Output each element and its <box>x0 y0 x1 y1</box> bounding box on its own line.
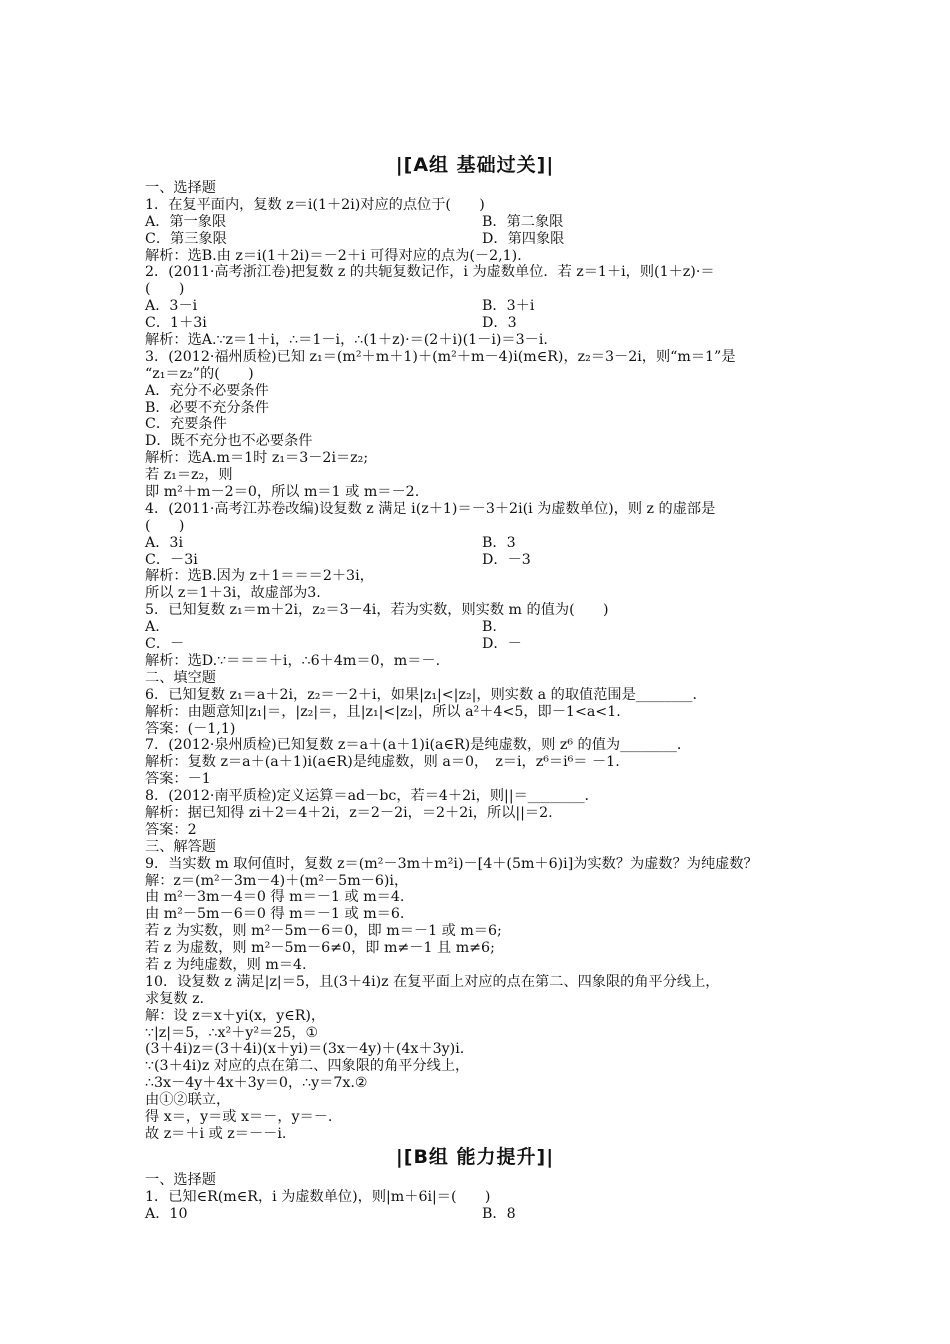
text-line: 10．设复数 z 满足|z|＝5，且(3＋4i)z 在复平面上对应的点在第二、四象限的角平分线上， <box>145 973 720 990</box>
text-line <box>145 1206 825 1223</box>
text-line <box>145 619 825 636</box>
text-line: D．既不充分也不必要条件 <box>145 433 313 450</box>
option-cell: B．8 <box>482 1205 516 1222</box>
text-line: 8．(2012·南平质检)定义运算＝ad－bc，若＝4＋2i，则||＝________． <box>145 788 599 805</box>
text-line: 若 z 为纯虚数，则 m＝4. <box>145 956 307 973</box>
text-line: “z₁＝z₂”的( ) <box>145 365 254 382</box>
text-line: 一、选择题 <box>145 180 216 196</box>
text-line: 解析：选D.∵＝＝＝＋i，∴6＋4m＝0，m＝－. <box>145 652 441 669</box>
text-line: 二、填空题 <box>145 669 216 686</box>
text-line: ∴3x－4y＋4x＋3y＝0，∴y＝7x.② <box>145 1075 368 1092</box>
text-line: 求复数 z. <box>145 990 205 1007</box>
text-line: 解：z＝(m²－3m－4)＋(m²－5m－6)i， <box>145 872 409 889</box>
text-line: 7．(2012·泉州质检)已知复数 z＝a＋(a＋1)i(a∈R)是纯虚数，则 z⁶ 的值为________． <box>145 737 692 754</box>
option-cell: C．－ <box>145 636 185 653</box>
text-line: ( ) <box>145 517 185 534</box>
option-cell: B. <box>482 619 497 636</box>
text-line: 5．已知复数 z₁＝m＋2i，z₂＝3－4i，若为实数，则实数 m 的值为( ) <box>145 602 609 619</box>
text-line: 即 m²＋m－2＝0，所以 m＝1 或 m＝－2. <box>145 484 420 501</box>
text-line <box>145 298 825 315</box>
option-cell: C．－3i <box>145 551 198 568</box>
option-cell: A．10 <box>145 1205 188 1222</box>
text-line: 由 m²－5m－6＝0 得 m＝－1 或 m＝6. <box>145 906 405 923</box>
section-b-body <box>145 1172 825 1223</box>
text-line: 3．(2012·福州质检)已知 z₁＝(m²＋m＋1)＋(m²＋m－4)i(m∈R)，z₂＝3－2i，则“m＝1”是 <box>145 348 736 365</box>
text-line: 答案：(－1,1) <box>145 720 236 737</box>
text-line: 解：设 z＝x＋yi(x，y∈R)， <box>145 1007 326 1024</box>
section-a-body <box>145 180 825 1143</box>
option-cell: A．3i <box>145 534 183 551</box>
text-line <box>145 315 825 332</box>
text-line: 得 x＝，y＝或 x＝－，y＝－. <box>145 1108 333 1125</box>
text-line: 6．已知复数 z₁＝a＋2i，z₂＝－2＋i，如果|z₁|<|z₂|，则实数 a 的取值范围是________． <box>145 686 707 703</box>
text-line: 解析：选B.由 z＝i(1＋2i)＝－2＋i 可得对应的点为(－2,1)． <box>145 247 532 264</box>
text-line: 答案：2 <box>145 821 197 838</box>
text-line: 答案：－1 <box>145 771 211 788</box>
text-line: (3＋4i)z＝(3＋4i)(x＋yi)＝(3x－4y)＋(4x＋3y)i. <box>145 1041 465 1058</box>
text-line: 解析：由题意知|z₁|＝，|z₂|＝，且|z₁|<|z₂|，所以 a²＋4<5，即－1<a<1. <box>145 703 621 720</box>
text-line: 解析：选B.因为 z＋1＝＝＝2＋3i， <box>145 568 374 585</box>
option-cell: B．3 <box>482 534 516 551</box>
text-line: A．充分不必要条件 <box>145 382 269 399</box>
text-line: 一、选择题 <box>145 1172 216 1188</box>
option-cell: D．第四象限 <box>482 230 565 247</box>
text-line: 1．已知∈R(m∈R，i 为虚数单位)，则|m＋6i|＝( ) <box>145 1188 491 1205</box>
text-line: 所以 z＝1＋3i，故虚部为3. <box>145 585 321 602</box>
text-line <box>145 535 825 552</box>
option-cell: B．第二象限 <box>482 213 564 230</box>
text-line: 解析：据已知得 zi＋2＝4＋2i，z＝2－2i，＝2＋2i，所以||＝2. <box>145 804 553 821</box>
text-line: 解析：选A.∵z＝1＋i，∴＝1－i，∴(1＋z)·＝(2＋i)(1－i)＝3－i. <box>145 332 548 349</box>
text-line: 解析：复数 z＝a＋(a＋1)i(a∈R)是纯虚数，则 a＝0， z＝i，z⁶＝i⁶＝ －1. <box>145 754 620 771</box>
text-line: 4．(2011·高考江苏卷改编)设复数 z 满足 i(z＋1)＝－3＋2i(i 为虚数单位)，则 z 的虚部是 <box>145 500 716 517</box>
option-cell: C．第三象限 <box>145 230 227 247</box>
section-b-title: |[B组 能力提升]| <box>395 1146 555 1168</box>
text-line: C．充要条件 <box>145 416 227 433</box>
text-line: 故 z＝＋i 或 z＝－－i. <box>145 1125 287 1142</box>
option-cell: D．－3 <box>482 551 531 568</box>
option-cell: D．3 <box>482 315 517 332</box>
text-line <box>145 636 825 653</box>
option-cell: A. <box>145 619 160 636</box>
text-line: 1．在复平面内，复数 z＝i(1＋2i)对应的点位于( ) <box>145 196 485 213</box>
option-cell: A．3－i <box>145 298 198 315</box>
text-line: B．必要不充分条件 <box>145 399 269 416</box>
text-line: ∵|z|＝5，∴x²＋y²＝25，① <box>145 1024 319 1041</box>
section-a-title: |[A组 基础过关]| <box>395 154 555 176</box>
text-line: 由 m²－3m－4＝0 得 m＝－1 或 m＝4. <box>145 889 405 906</box>
text-line: ( ) <box>145 281 185 298</box>
text-line: 9．当实数 m 取何值时，复数 z＝(m²－3m＋m²i)－[4＋(5m＋6)i]为实数？为虚数？为纯虚数？ <box>145 855 758 872</box>
text-line: 2．(2011·高考浙江卷)把复数 z 的共轭复数记作，i 为虚数单位．若 z＝1＋i，则(1＋z)·＝ <box>145 264 715 281</box>
option-cell: D．－ <box>482 636 522 653</box>
text-line <box>145 231 825 248</box>
option-cell: B．3＋i <box>482 298 535 315</box>
option-cell: C．1＋3i <box>145 315 207 332</box>
option-cell: A．第一象限 <box>145 213 227 230</box>
text-line: 由①②联立， <box>145 1092 231 1109</box>
text-line <box>145 214 825 231</box>
text-line: 解析：选A.m＝1时 z₁＝3－2i＝z₂; <box>145 450 369 467</box>
text-line: 若 z₁＝z₂，则 <box>145 467 233 484</box>
text-line: 若 z 为虚数，则 m²－5m－6≠0，即 m≠－1 且 m≠6; <box>145 940 495 957</box>
text-line: ∵(3＋4i)z 对应的点在第二、四象限的角平分线上， <box>145 1058 470 1075</box>
text-line: 三、解答题 <box>145 838 216 855</box>
text-line: 若 z 为实数，则 m²－5m－6＝0，即 m＝－1 或 m＝6; <box>145 923 502 940</box>
text-line <box>145 552 825 569</box>
